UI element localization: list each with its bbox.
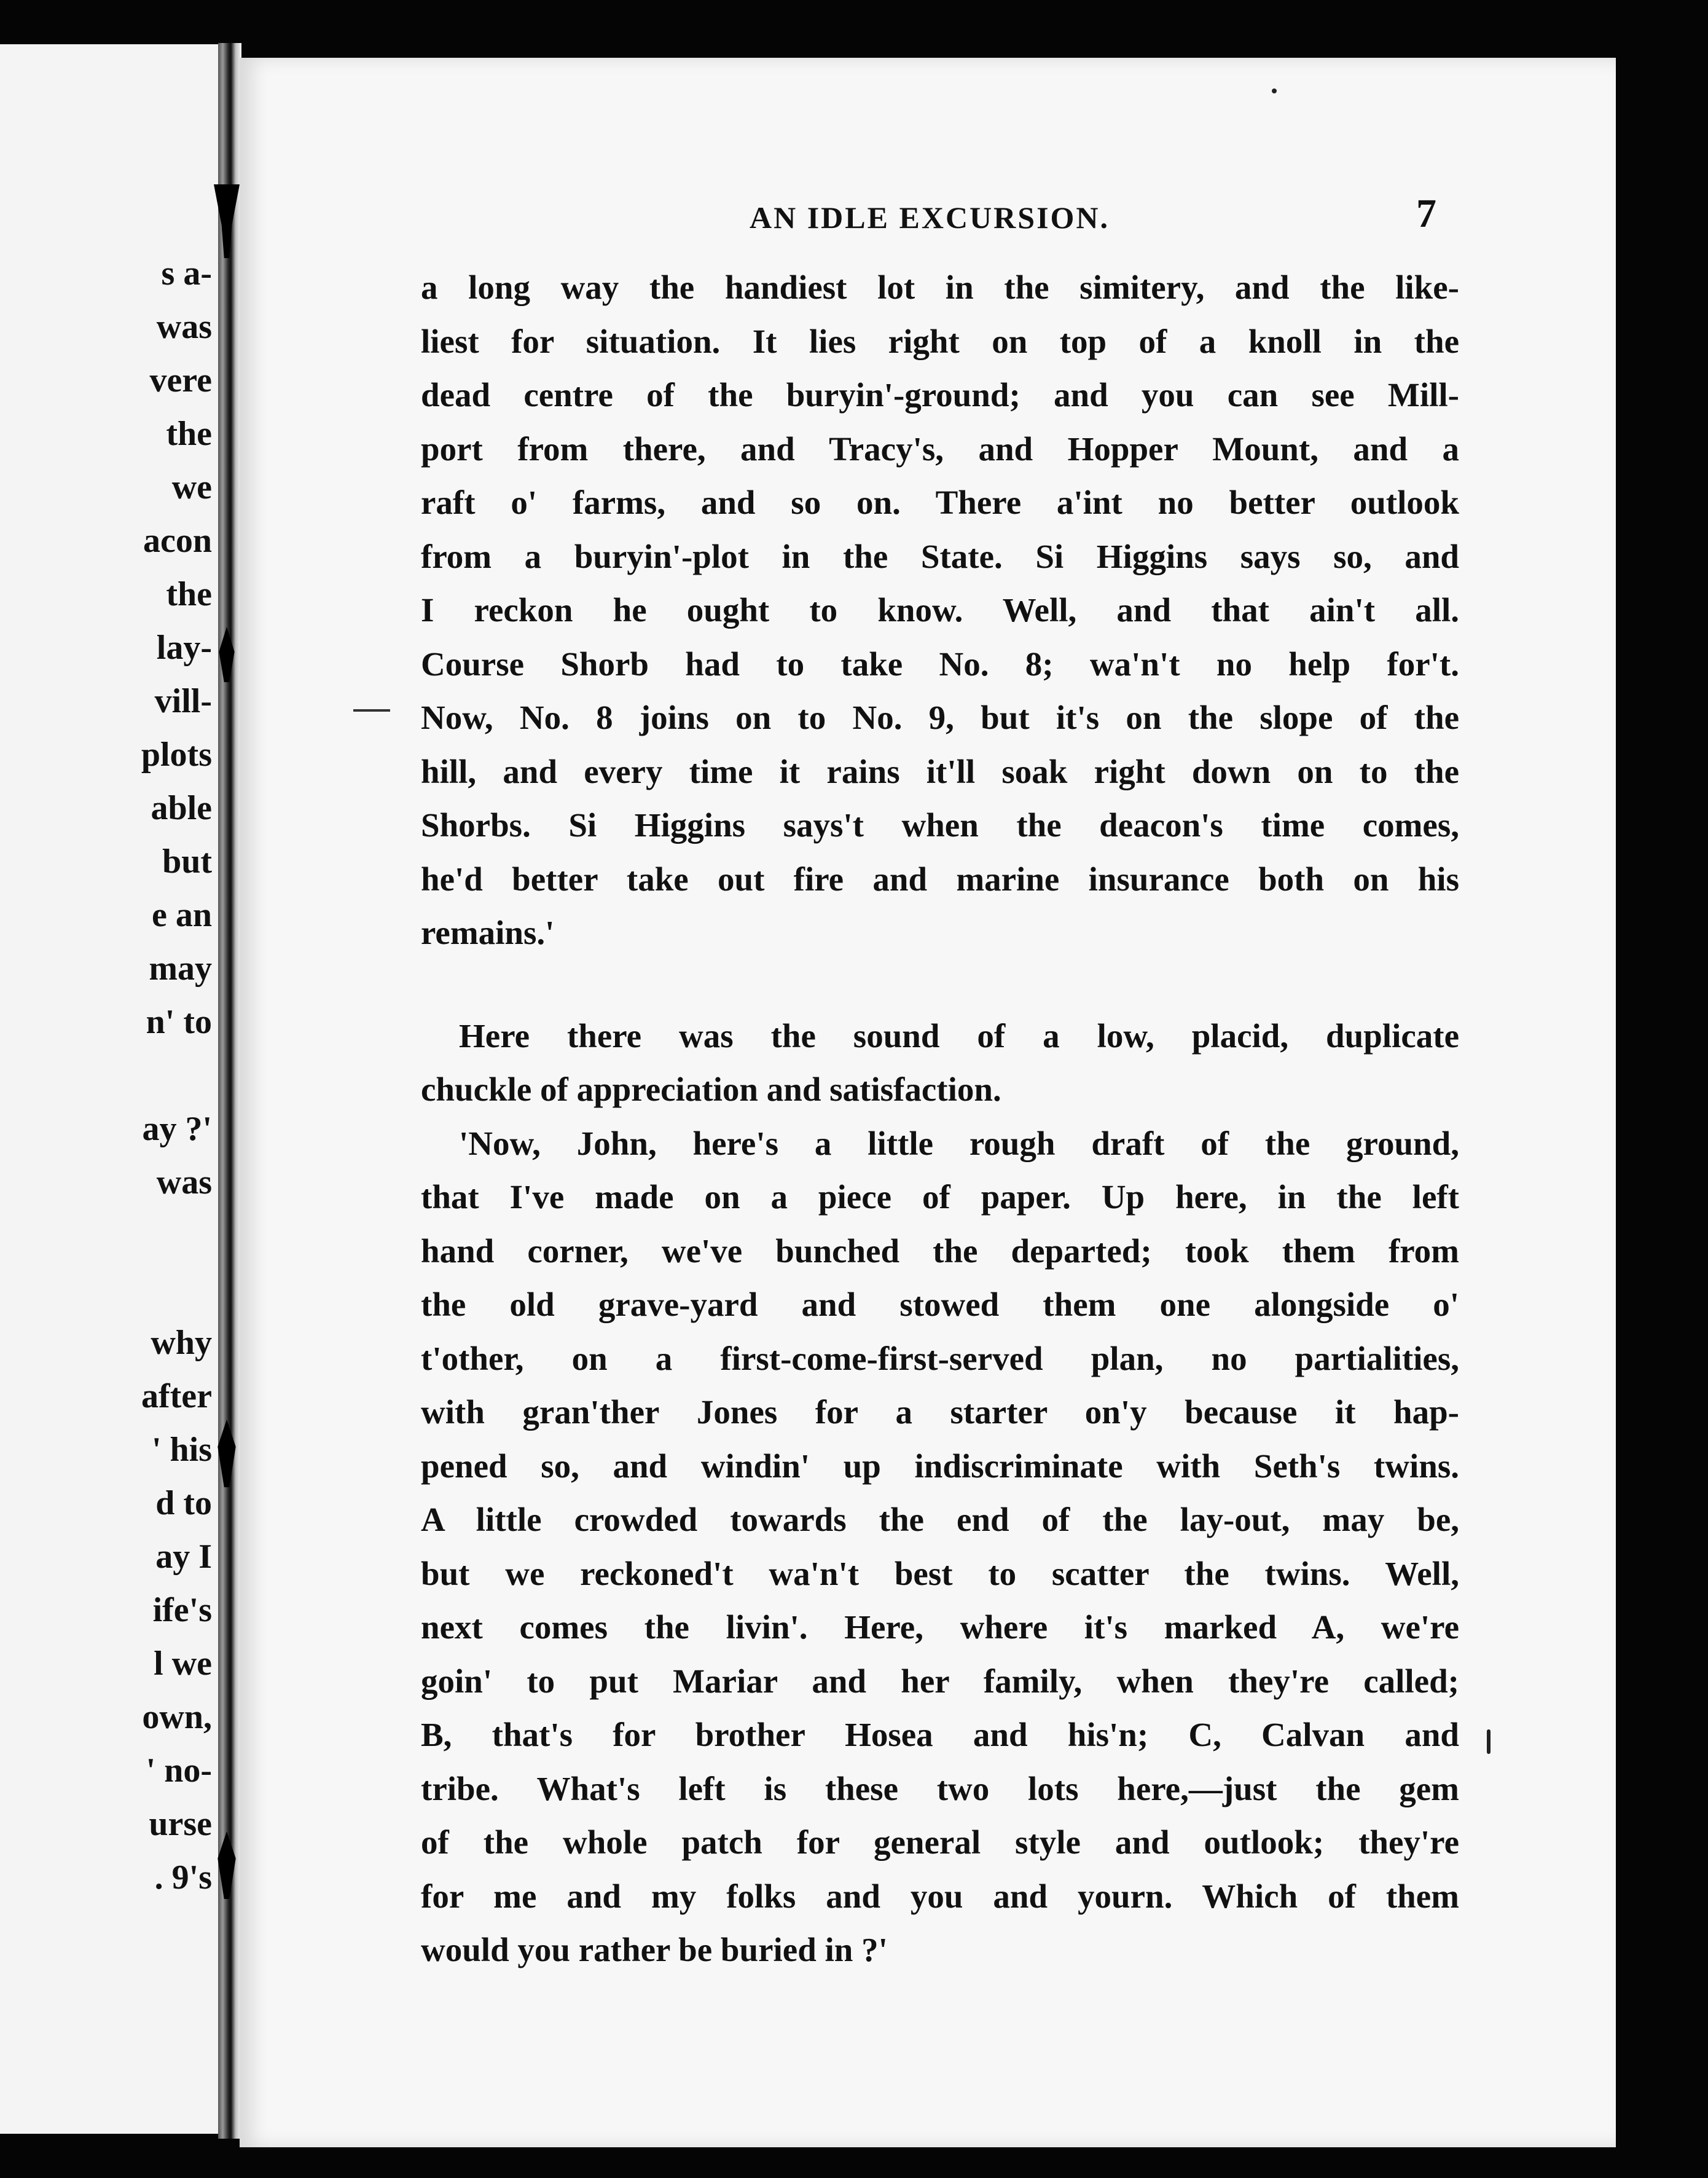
left-line: n' to: [146, 1003, 212, 1041]
left-line: [28, 1263, 212, 1316]
left-line: plots: [141, 736, 212, 774]
text-line: port from there, and Tracy's, and Hopper Mount, and a: [421, 430, 1459, 468]
paragraph-1: [421, 261, 1459, 960]
text-line: Now, No. 8 joins on to No. 9, but it's on the slope of the: [421, 699, 1459, 736]
text-line: B, that's for brother Hosea and his'n; C, Calvan and: [421, 1716, 1459, 1753]
text-line: raft o' farms, and so on. There a'int no better outlook: [421, 484, 1459, 521]
left-line: ife's: [152, 1591, 212, 1629]
paragraph-3: [421, 1117, 1459, 1977]
text-line: pened so, and windin' up indiscriminate with Seth's twins.: [421, 1447, 1459, 1485]
text-line: t'other, on a first-come-first-served plan, no partialities,: [421, 1339, 1459, 1377]
paragraph-2: [421, 1009, 1459, 1117]
text-line: for me and my folks and you and yourn. Which of them: [421, 1877, 1459, 1915]
left-line: . 9's: [154, 1858, 212, 1897]
left-line: why: [151, 1324, 212, 1362]
left-page-text: [28, 247, 212, 1905]
page-number: 7: [1416, 191, 1436, 236]
left-line: [28, 1049, 212, 1103]
text-line: next comes the livin'. Here, where it's marked A, we're: [421, 1608, 1459, 1646]
text-line: he'd better take out fire and marine insurance both on his: [421, 860, 1459, 898]
left-line: acon: [143, 522, 212, 560]
left-line: may: [149, 949, 212, 988]
left-line: ' his: [151, 1431, 212, 1469]
right-page: [240, 58, 1616, 2147]
left-line: was: [156, 1163, 212, 1201]
ink-speck: [1272, 88, 1277, 93]
text-line: A little crowded towards the end of the lay-out, may be,: [421, 1501, 1459, 1538]
text-line: goin' to put Mariar and her family, when they're called;: [421, 1662, 1459, 1700]
left-line: the: [166, 575, 212, 613]
text-line: but we reckoned't wa'n't best to scatter the twins. Well,: [421, 1554, 1459, 1592]
left-line: [28, 1209, 212, 1263]
text-line: the old grave-yard and stowed them one alongside o': [421, 1286, 1459, 1323]
stray-ink-mark: [353, 709, 390, 712]
left-line: e an: [152, 896, 212, 934]
left-line: the: [166, 415, 212, 453]
left-line: vill-: [154, 682, 212, 720]
running-title: AN IDLE EXCURSION.: [750, 200, 1110, 235]
left-line: urse: [149, 1805, 212, 1843]
left-line: ay ?': [142, 1110, 212, 1148]
ink-speck: [1487, 1729, 1491, 1754]
text-line: with gran'ther Jones for a starter on'y because it hap-: [421, 1393, 1459, 1431]
left-line: vere: [149, 361, 212, 399]
text-line: Here there was the sound of a low, placid, duplicate: [459, 1016, 1459, 1055]
paragraph-spacer: [421, 960, 1459, 1009]
text-line: chuckle of appreciation and satisfaction.: [421, 1071, 1001, 1108]
text-line: Course Shorb had to take No. 8; wa'n't no help for't.: [421, 645, 1459, 683]
text-line: would you rather be buried in ?': [421, 1931, 888, 1968]
left-line: lay-: [156, 629, 212, 667]
text-line: liest for situation. It lies right on top of a knoll in the: [421, 322, 1459, 360]
text-line: hill, and every time it rains it'll soak right down on to the: [421, 752, 1459, 790]
left-line: ay I: [155, 1538, 212, 1576]
text-line: 'Now, John, here's a little rough draft of the ground,: [459, 1124, 1459, 1162]
text-line: a long way the handiest lot in the simitery, and the like-: [421, 269, 1459, 306]
left-line: but: [162, 843, 212, 881]
left-page-fragment: [0, 44, 224, 2134]
running-head: [240, 187, 1616, 248]
text-line: remains.': [421, 914, 555, 951]
book-gutter: [218, 43, 241, 2139]
text-line: I reckon he ought to know. Well, and that ain't all.: [421, 591, 1459, 629]
left-line: d to: [155, 1484, 212, 1522]
left-line: able: [151, 789, 212, 827]
text-line: tribe. What's left is these two lots here,—just the gem: [421, 1769, 1459, 1807]
left-line: after: [141, 1377, 212, 1415]
left-line: ' no-: [146, 1751, 212, 1790]
text-line: that I've made on a piece of paper. Up here, in the left: [421, 1178, 1459, 1216]
left-line: s a-: [161, 254, 212, 293]
text-line: of the whole patch for general style and outlook; they're: [421, 1823, 1459, 1861]
text-line: Shorbs. Si Higgins says't when the deacon's time comes,: [421, 806, 1459, 844]
left-line: was: [156, 308, 212, 346]
left-line: l we: [154, 1645, 212, 1683]
body-text: [421, 261, 1459, 1977]
text-line: from a buryin'-plot in the State. Si Higgins says so, and: [421, 537, 1459, 575]
left-line: own,: [142, 1698, 212, 1736]
text-line: hand corner, we've bunched the departed; took them from: [421, 1232, 1459, 1270]
text-line: dead centre of the buryin'-ground; and you can see Mill-: [421, 376, 1459, 414]
left-line: we: [171, 468, 212, 506]
